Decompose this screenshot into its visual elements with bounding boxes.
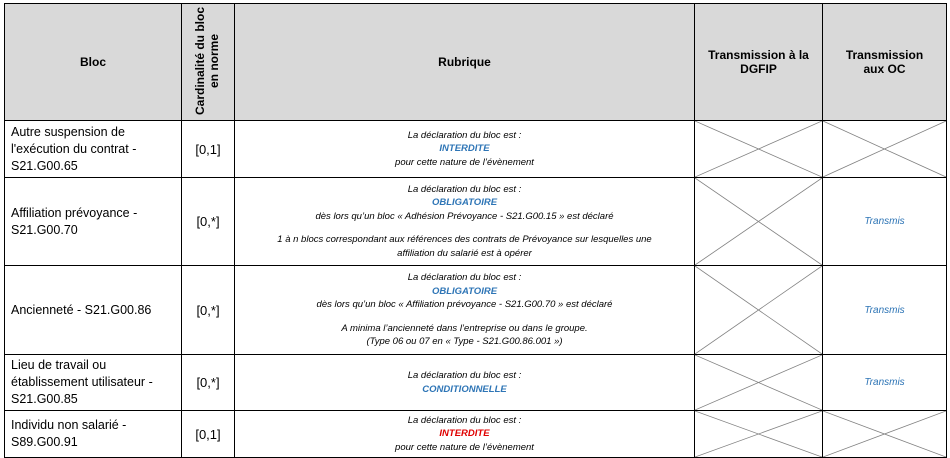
oc-transmis: Transmis [823, 266, 947, 355]
header-cardinalite-label: Cardinalité du bloc en norme [193, 6, 221, 115]
header-row [5, 4, 947, 121]
rubrique-line: affiliation du salarié est à opérer [397, 247, 532, 259]
rubrique-line: (Type 06 ou 07 en « Type - S21.G00.86.001 ») [366, 336, 563, 348]
header-oc: Transmission aux OC [823, 4, 947, 121]
cardinalite-value: [0,1] [182, 121, 235, 178]
rubrique-line: La déclaration du bloc est : [407, 129, 522, 141]
rubrique-line: La déclaration du bloc est : [407, 370, 522, 381]
rubrique-line: 1 à n blocs correspondant aux références des contrats de Prévoyance sur lesquelles une [277, 234, 652, 246]
rubrique-keyword: INTERDITE [439, 143, 490, 155]
rubrique-cell [235, 121, 695, 178]
oc-transmis: Transmis [823, 178, 947, 266]
cardinalite-value: [0,1] [182, 411, 235, 458]
rubrique-cell [235, 411, 695, 458]
header-dgfip: Transmission à la DGFIP [695, 4, 823, 121]
bloc-name: Individu non salarié - S89.G00.91 [5, 411, 182, 458]
bloc-name: Autre suspension de l'exécution du contrat - S21.G00.65 [5, 121, 182, 178]
table-row [5, 355, 947, 411]
rubrique-line: La déclaration du bloc est : [407, 272, 522, 284]
dgfip-crossed-cell [695, 411, 823, 458]
rubrique-line: pour cette nature de l’évènement [395, 441, 534, 453]
bloc-name: Ancienneté - S21.G00.86 [5, 266, 182, 355]
rubrique-cell [235, 355, 695, 411]
rubrique-line: La déclaration du bloc est : [407, 183, 522, 195]
rubrique-keyword: INTERDITE [439, 428, 490, 440]
rubrique-keyword: OBLIGATOIRE [431, 197, 498, 209]
header-bloc: Bloc [5, 4, 182, 121]
bloc-name: Lieu de travail ou établissement utilisateur - S21.G00.85 [5, 355, 182, 411]
rubrique-cell [235, 178, 695, 266]
table-row [5, 121, 947, 178]
dgfip-crossed-cell [695, 178, 823, 266]
rubrique-line: pour cette nature de l’évènement [395, 156, 534, 168]
rubrique-line: A minima l’ancienneté dans l’entreprise ou dans le groupe. [341, 322, 588, 334]
cardinalite-value: [0,*] [182, 178, 235, 266]
rubrique-keyword: CONDITIONNELLE [422, 383, 507, 395]
dgfip-crossed-cell [695, 266, 823, 355]
rubrique-line: dès lors qu’un bloc « Affiliation prévoyance - S21.G00.70 » est déclaré [316, 299, 613, 311]
oc-crossed-cell [823, 411, 947, 458]
table-row [5, 266, 947, 355]
dgfip-crossed-cell [695, 355, 823, 411]
bloc-table [4, 3, 947, 458]
rubrique-line: dès lors qu’un bloc « Adhésion Prévoyance - S21.G00.15 » est déclaré [315, 210, 614, 222]
cardinalite-value: [0,*] [182, 355, 235, 411]
dgfip-crossed-cell [695, 121, 823, 178]
bloc-name: Affiliation prévoyance - S21.G00.70 [5, 178, 182, 266]
header-rubrique: Rubrique [235, 4, 695, 121]
rubrique-line: La déclaration du bloc est : [407, 414, 522, 426]
header-cardinalite [182, 4, 235, 121]
oc-transmis: Transmis [823, 355, 947, 411]
rubrique-keyword: OBLIGATOIRE [431, 285, 498, 297]
table-row [5, 178, 947, 266]
oc-crossed-cell [823, 121, 947, 178]
rubrique-cell [235, 266, 695, 355]
table-row [5, 411, 947, 458]
cardinalite-value: [0,*] [182, 266, 235, 355]
